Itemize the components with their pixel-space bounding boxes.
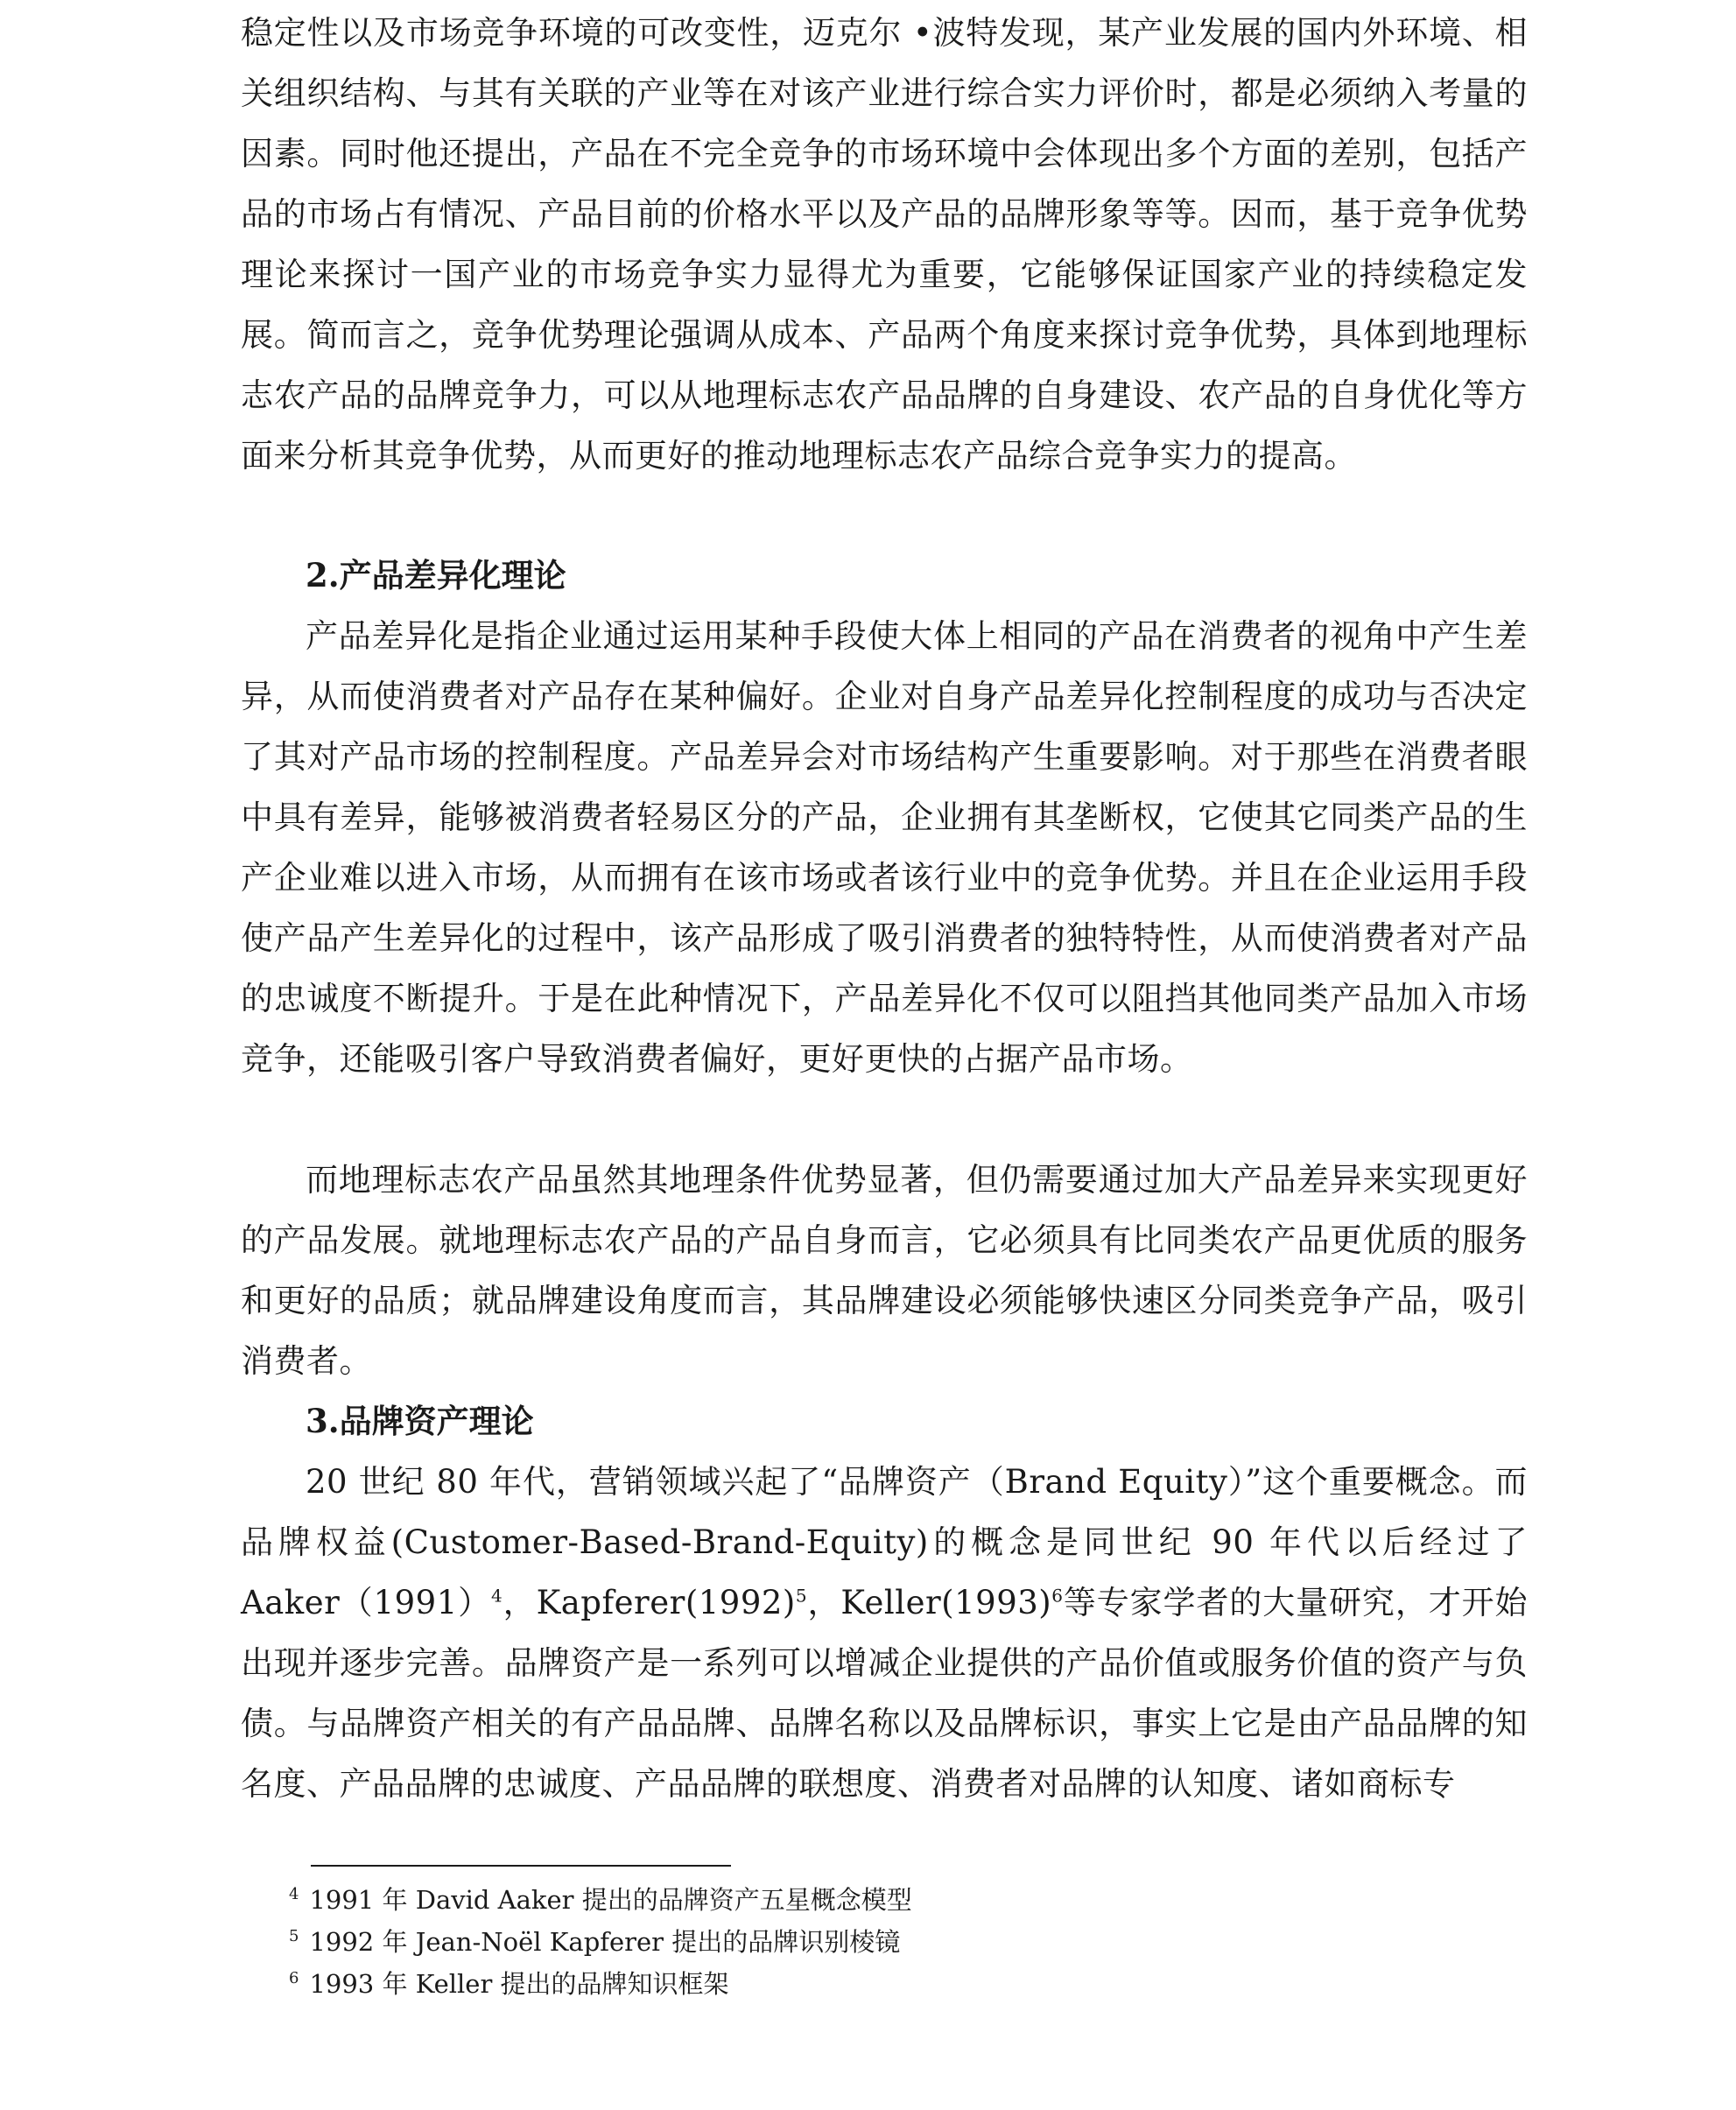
footnote-text: 1991 年 David Aaker 提出的品牌资产五星概念模型 (309, 1885, 912, 1915)
body-paragraph: 而地理标志农产品虽然其地理条件优势显著，但仍需要通过加大产品差异来实现更好的产品发展。就地理标志农产品的产品自身而言，它必须具有比同类农产品更优质的服务和更好的品质；就品牌建设角度而言，其品牌建设必须能够快速区分同类竞争产品，吸引消费者。 (241, 1161, 1528, 1380)
body-paragraph: 产品差异化是指企业通过运用某种手段使大体上相同的产品在消费者的视角中产生差异，从而使消费者对产品存在某种偏好。企业对自身产品差异化控制程度的成功与否决定了其对产品市场的控制程度。产品差异会对市场结构产生重要影响。对于那些在消费者眼中具有差异，能够被消费者轻易区分的产品，企业拥有其垄断权，它使其它同类产品的生产企业难以进入市场，从而拥有在该市场或者该行业中的竞争优势。并且在企业运用手段使产品产生差异化的过程中，该产品形成了吸引消费者的独特特性，从而使消费者对产品的忠诚度不断提升。于是在此种情况下，产品差异化不仅可以阻挡其他同类产品加入市场竞争，还能吸引客户导致消费者偏好，更好更快的占据产品市场。 (241, 617, 1528, 1078)
paragraph-text: 等专家学者的大量研究，才开始出现并逐步完善。品牌资产是一系列可以增减企业提供的产品价值或服务价值的资产与负债。与品牌资产相关的有产品品牌、品牌名称以及品牌标识，事实上它是由产品品牌的知名度、产品品牌的忠诚度、产品品牌的联想度、消费者对品牌的认知度、诸如商标专 (241, 1584, 1529, 1803)
section-heading: 2.产品差异化理论 (306, 556, 566, 594)
footnote (289, 1963, 1427, 2005)
footnote-text: 1993 年 Keller 提出的品牌知识框架 (309, 1969, 729, 1999)
footnotes (289, 1879, 1427, 2005)
paragraph-text: ，Keller(1993) (807, 1584, 1052, 1621)
body-paragraph (241, 1452, 1528, 1814)
footnote-number: 5 (289, 1927, 299, 1946)
footnote (289, 1879, 1427, 1921)
section-heading: 3.品牌资产理论 (306, 1402, 534, 1440)
footnote-ref: 4 (491, 1585, 503, 1607)
body-paragraph: 稳定性以及市场竞争环境的可改变性，迈克尔 •波特发现，某产业发展的国内外环境、相关组织结构、与其有关联的产业等在对该产业进行综合实力评价时，都是必须纳入考量的因素。同时他还提出，产品在不完全竞争的市场环境中会体现出多个方面的差别，包括产品的市场占有情况、产品目前的价格水平以及产品的品牌形象等等。因而，基于竞争优势理论来探讨一国产业的市场竞争实力显得尤为重要，它能够保证国家产业的持续稳定发展。简而言之，竞争优势理论强调从成本、产品两个角度来探讨竞争优势，具体到地理标志农产品的品牌竞争力，可以从地理标志农产品品牌的自身建设、农产品的自身优化等方面来分析其竞争优势，从而更好的推动地理标志农产品综合竞争实力的提高。 (241, 14, 1528, 475)
footnote-ref: 5 (795, 1585, 808, 1607)
footnote (289, 1921, 1427, 1963)
footnote-number: 4 (289, 1885, 299, 1904)
footnote-text: 1992 年 Jean-Noël Kapferer 提出的品牌识别棱镜 (309, 1927, 901, 1957)
paragraph-text: 20 世纪 80 年代，营销领域兴起了“品牌资产（Brand Equity）”这个重要概念。而品牌权益(Customer-Based-Brand-Equity)的概念是同世纪 90 年代以后经过了 Aaker（1991） (241, 1463, 1528, 1621)
footnote-ref: 6 (1051, 1585, 1064, 1607)
footnote-number: 6 (289, 1969, 299, 1988)
paragraph-text: ，Kapferer(1992) (503, 1584, 796, 1621)
footnote-separator (311, 1865, 731, 1867)
